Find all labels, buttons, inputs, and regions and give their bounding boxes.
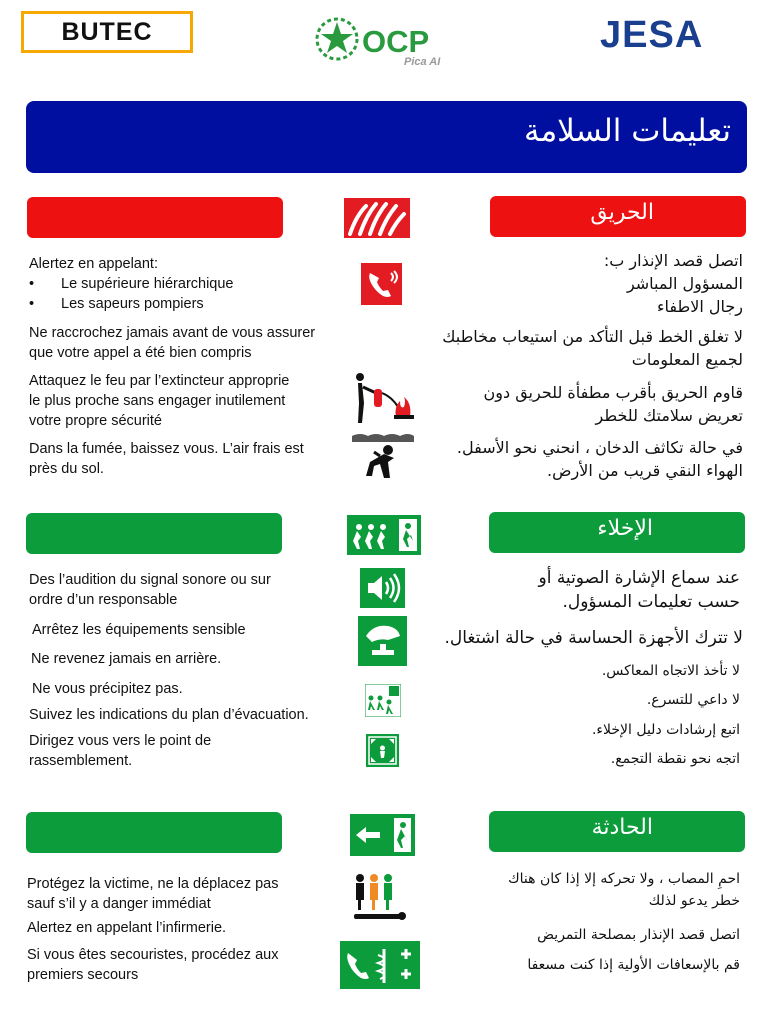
- ocp-emblem-icon: [314, 16, 360, 62]
- text-line: sauf s’il y a danger immédiat: [27, 896, 211, 912]
- evac-ar-line-4: لا تأخذ الاتجاه المعاكس.: [601, 663, 740, 679]
- fire-fr-para-3: [29, 371, 349, 431]
- evac-ar-line-7: اتجه نحو نقطة التجمع.: [610, 751, 740, 767]
- emergency-exit-icon: [347, 515, 421, 555]
- evac-fr-para-4: Ne vous précipitez pas.: [32, 681, 183, 697]
- evac-title: الإخلاء: [597, 516, 653, 541]
- accident-ar-block-1: [420, 868, 740, 912]
- first-aid-call-icon: [340, 941, 420, 989]
- text-line: premiers secours: [27, 967, 139, 983]
- evac-bar-ar: [489, 512, 745, 553]
- fire-fr-bullet-1: [29, 274, 334, 294]
- evac-fr-para-5: Suivez les indications du plan d’évacuation.: [29, 707, 309, 723]
- fire-title: الحريق: [590, 200, 654, 225]
- text-line: Ne raccrochez jamais avant de vous assurer: [29, 325, 316, 341]
- alarm-sound-icon: [360, 568, 405, 608]
- text-line: لا تغلق الخط قبل التأكد من استيعاب مخاطبك: [442, 327, 743, 346]
- jesa-logo: JESA: [600, 14, 704, 56]
- butec-logo: BUTEC: [21, 11, 193, 53]
- text-line: Attaquez le feu par l’extincteur appropriе: [29, 373, 290, 389]
- ocp-logo: [300, 12, 470, 70]
- exit-arrow-icon: [350, 814, 415, 856]
- text-line: قاوم الحريق بأقرب مطفأة للحريق دون: [483, 383, 743, 402]
- accident-bar-ar: [489, 811, 745, 852]
- fire-fr-b1: Le supérieure hiérarchique: [61, 276, 234, 292]
- bullet: •: [29, 276, 35, 292]
- text-line: Si vous êtes secouristes, procédez aux: [27, 947, 279, 963]
- evac-bar-fr: [26, 513, 282, 554]
- evac-fr-para-6: [29, 731, 349, 771]
- fire-ar-block-3: [420, 381, 743, 427]
- equipment-off-icon: [358, 616, 407, 666]
- extinguisher-icon: [350, 371, 416, 425]
- evac-ar-line-3: لا تترك الأجهزة الحساسة في حالة اشتغال.: [444, 628, 743, 648]
- protect-victim-icon: [350, 870, 408, 922]
- text-line: في حالة تكاثف الدخان ، انحني نحو الأسفل.: [456, 438, 743, 457]
- bullet: •: [29, 296, 35, 312]
- text-line: لجميع المعلومات: [631, 350, 743, 369]
- accident-ar-line-4: قم بالإسعافات الأولية إذا كنت مسعفا: [527, 957, 740, 973]
- fire-ar-block-4: [420, 436, 743, 482]
- fire-ar-block-1: [420, 249, 743, 318]
- text-line: rassemblement.: [29, 753, 133, 769]
- text-line: le plus proche sans engager inutilement: [29, 393, 286, 409]
- accident-fr-para-1: [27, 874, 347, 914]
- fire-fr-para-2: [29, 323, 349, 363]
- text-line: رجال الاطفاء: [657, 297, 743, 316]
- accident-ar-line-3: اتصل قصد الإنذار بمصلحة التمريض: [537, 927, 740, 943]
- evac-ar-line-6: اتبع إرشادات دليل الإخلاء.: [591, 722, 740, 738]
- fire-phone-icon: [361, 263, 402, 305]
- accident-title: الحادثة: [591, 815, 653, 840]
- title-banner: [26, 101, 747, 173]
- text-line: الهواء النقي قريب من الأرض.: [547, 461, 743, 480]
- fire-fr-block: [29, 254, 334, 314]
- evac-ar-block-1: [420, 566, 740, 614]
- text-line: المسؤول المباشر: [626, 274, 743, 293]
- smoke-crouch-icon: [350, 430, 416, 484]
- evacuation-plan-icon: [365, 684, 401, 717]
- text-line: Protégez la victime, ne la déplacez pas: [27, 876, 279, 892]
- text-line: ordre d’un responsable: [29, 592, 178, 608]
- text-line: حسب تعليمات المسؤول.: [562, 592, 740, 612]
- fire-fr-bullet-2: [29, 294, 334, 314]
- fire-fr-b2: Les sapeurs pompiers: [61, 296, 204, 312]
- fire-icon: [344, 198, 410, 238]
- ocp-subtitle: Pica AI: [404, 56, 441, 68]
- text-line: que votre appel a été bien compris: [29, 345, 252, 361]
- fire-fr-alert: Alertez en appelant:: [29, 256, 158, 272]
- text-line: Dans la fumée, baissez vous. L’air frais est: [29, 441, 304, 457]
- evac-ar-line-5: لا داعي للتسرع.: [646, 692, 740, 708]
- assembly-point-icon: [366, 734, 399, 767]
- accident-bar-fr: [26, 812, 282, 853]
- fire-ar-block-2: [420, 325, 743, 371]
- fire-fr-para-4: [29, 439, 349, 479]
- page-title: تعليمات السلامة: [523, 113, 731, 149]
- text-line: تعريض سلامتك للخطر: [595, 406, 743, 425]
- ocp-wordmark: OCP: [362, 24, 430, 59]
- text-line: عند سماع الإشارة الصوتية أو: [538, 568, 740, 588]
- accident-fr-para-2: Alertez en appelant l’infirmerie.: [27, 920, 227, 936]
- fire-bar-ar: [490, 196, 746, 237]
- evac-fr-para-2: Arrêtez les équipements sensible: [32, 622, 246, 638]
- evac-fr-para-3: Ne revenez jamais en arrière.: [31, 651, 222, 667]
- text-line: près du sol.: [29, 461, 104, 477]
- text-line: Des l’audition du signal sonore ou sur: [29, 572, 271, 588]
- text-line: خطر يدعو لذلك: [648, 893, 740, 909]
- text-line: Dirigez vous vers le point de: [29, 733, 212, 749]
- fire-bar-fr: [27, 197, 283, 238]
- text-line: اتصل قصد الإنذار ب:: [603, 251, 743, 270]
- evac-fr-para-1: [29, 570, 349, 610]
- accident-fr-para-3: [27, 945, 347, 985]
- text-line: احمِ المصاب ، ولا تحركه إلا إذا كان هناك: [508, 871, 740, 887]
- text-line: votre propre sécurité: [29, 413, 162, 429]
